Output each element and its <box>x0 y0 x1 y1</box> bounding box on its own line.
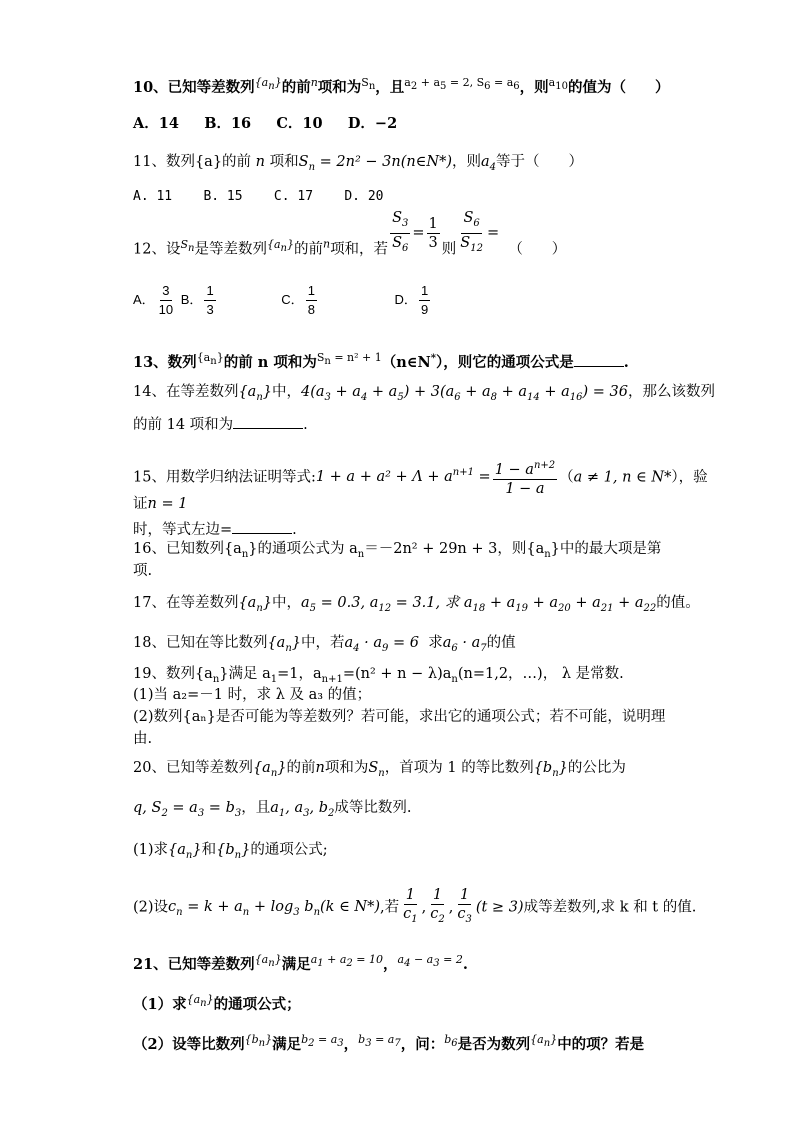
math-condition: $a_5 = 0.3$, $a_{12} = 3.1$, 求 $a_{18} + a_{19} + a_{20} + a_{21} + a_{22}$ <box>301 595 657 614</box>
question-21-part2: （2）设等比数列$^{\{b_n\}}$满足$^{b_2 = a_3}$，$^{b_3 = a_7}$，问：$^{b_6}$是否为数列$^{\{a_n\}}$中的项？若是 <box>133 1033 645 1053</box>
fraction-geometric-sum: $\frac{1 - a^{n+2}}{1 - a}$ <box>493 457 557 498</box>
answer-blank[interactable] <box>232 519 292 534</box>
fraction-s6-s12: $\frac{S_6}{S_{12}}$ <box>460 210 483 254</box>
question-10-options: A．14 B．16 C．10 D．−2 <box>133 115 398 132</box>
answer-blank[interactable] <box>233 414 303 429</box>
math-equation: $4(a_3 + a_4 + a_5) + 3(a_6 + a_8 + a_{14} + a_{16}) = 36$ <box>301 384 629 403</box>
question-15-line3: 时，等式左边= . <box>133 519 297 540</box>
question-19: 19、数列$\{a_n\}$满足 $a_1=1$，$a_{n+1}=(n^2 + n - \lambda)a_n(n=1,2$，…)， λ 是常数. <box>133 666 624 685</box>
question-21: 21、已知等差数列$^{\{a_n\}}$满足$^{a_1 + a_2 = 10}$，$^{a_4 - a_3 = 2}$. <box>133 953 468 973</box>
math-sum-formula: $S_n = 2n^2$ − 3n(n∈N*) <box>298 154 453 173</box>
question-19-part2-cont: 由. <box>133 731 153 747</box>
option-b-fraction: $\frac{1}{3}$ <box>206 283 214 317</box>
question-14: 14、在等差数列$\{a_n\}$中，$4(a_3 + a_4 + a_5) + 3(a_6 + a_8 + a_{14} + a_{16}) = 36$，那么该数列 <box>133 384 716 403</box>
question-19-part1: (1)当 a₂=－1 时，求 λ 及 a₃ 的值； <box>133 687 372 703</box>
question-16-line2: 项. <box>133 563 153 579</box>
answer-blank[interactable] <box>574 352 624 367</box>
question-13: 13、数列$^{\{a_n\}}$的前 n 项和为$^{S_n = n^2 + 1}$（n∈N*），则它的通项公式是 . <box>133 351 629 371</box>
question-12: 12、设$^{S_n}$是等差数列$^{\{a_n\}}$的前$^n$项和，若 $\frac{S_3}{S_6}$ = $\frac{1}{3}$ 则 $\frac{S_6}{S_{12}}$ = （ ） <box>133 210 567 258</box>
fraction-one-third: $\frac{1}{3}$ <box>428 215 438 251</box>
question-20: 20、已知等差数列$\{a_n\}$的前n项和为$S_n$，首项为 1 的等比数列$\{b_n\}$的公比为 <box>133 760 626 779</box>
question-20-part2: (2)设$c_n = k + a_n + \log_3 b_n(k$ ∈ N*),若 $\frac{1}{c_1}$ , $\frac{1}{c_2}$ , $\frac{1}{c_3}$ (t ≥ 3)成等差数列,求 k 和 t 的值. <box>133 887 697 925</box>
question-21-part1: （1）求$^{\{a_n\}}$的通项公式； <box>133 993 301 1013</box>
math-sequence: {an} <box>254 76 282 93</box>
question-20-part1: (1)求$\{a_n\}$和$\{b_n\}$的通项公式; <box>133 842 328 861</box>
math-condition: a2 + a5 = 2, S6 = a6 <box>404 76 520 93</box>
option-d-fraction: $\frac{1}{9}$ <box>420 283 429 317</box>
fraction-s3-s6: $\frac{S_3}{S_6}$ <box>392 210 409 254</box>
question-15-line2: 证n = 1 <box>133 496 188 512</box>
question-12-options: A． $\frac{3}{10}$ B． $\frac{1}{3}$ C． $\frac{1}{8}$ D． $\frac{1}{9}$ <box>133 283 429 317</box>
question-14-line2: 的前 14 项和为 . <box>133 414 308 435</box>
question-11: 11、数列{a}的前 n 项和$S_n = 2n^2$ − 3n(n∈N*)，则$a_4$等于（ ） <box>133 154 584 173</box>
option-a-fraction: $\frac{3}{10}$ <box>158 283 174 317</box>
question-20-line2: q, $S_2 = a_3 = b_3$，且$a_1$, $a_3$, $b_2$成等比数列. <box>133 800 412 819</box>
option-c-fraction: $\frac{1}{8}$ <box>307 283 315 317</box>
question-10: 10、已知等差数列$^{\{a_n\}}$的前$^n$项和为$^{S_n}$，且$^{a_2 + a_5 = 2, S_6 = a_6}$，则$^{a_{10}}$的值为（ ） <box>133 76 670 96</box>
question-15: 15、用数学归纳法证明等式:1 + $a + a^2 + \Lambda + a^{n+1}$ = $\frac{1 - a^{n+2}}{1 - a}$ （a ≠ 1, n ∈ N*），验 <box>133 457 708 498</box>
question-11-options: A. 11 B. 15 C. 17 D. 20 <box>133 189 384 204</box>
question-17: 17、在等差数列$\{a_n\}$中，$a_5 = 0.3$, $a_{12} = 3.1$, 求 $a_{18} + a_{19} + a_{20} + a_{21} + a_{22}$的值。 <box>133 595 700 614</box>
question-19-part2: (2)数列{aₙ}是否可能为等差数列？若可能，求出它的通项公式；若不可能，说明理 <box>133 709 666 725</box>
question-16: 16、已知数列$\{a_n\}$的通项公式为 $a_n=-2n^2 + 29n + 3$，则$\{a_n\}$中的最大项是第 <box>133 541 662 560</box>
question-18: 18、已知在等比数列$\{a_n\}$中，若$a_4 \cdot a_9 = 6$ 求$a_6 \cdot a_7$的值 <box>133 635 516 654</box>
